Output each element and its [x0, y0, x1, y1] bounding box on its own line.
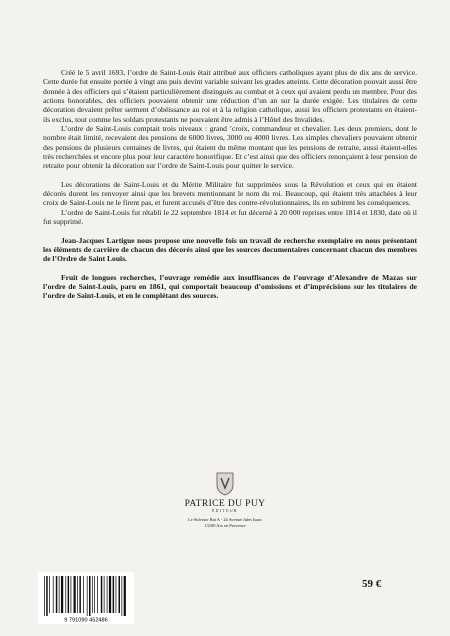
barcode-bar	[101, 576, 103, 613]
barcode-number: 9 791090 452486	[64, 617, 108, 624]
paragraph-history: Créé le 5 avril 1693, l’ordre de Saint-Louis était attribué aux officiers catholiques ayant plus de dix ans de service. Cette durée fut ensuite portée à vingt ans puis devint variable suivant les grades atteints. Cette décoration pouvait aussi être donnée à des officiers qui s’étaient particulièrement distingués au combat et à ceux qui avaient perdu un membre. Pour des actions honorables, des officiers pouvaient obtenir une réduction d’un an sur la durée exigée. Les titulaires de cette décoration devaient prêter serment d’obéissance au roi et à la religion catholique, aussi les officiers protestants en étaient-ils exclus, tout comme les soldats protestants ne pouvaient être admis à l’Hôtel des Invalides.	[43, 68, 417, 124]
publisher-block	[150, 471, 300, 529]
description-text	[43, 68, 417, 301]
barcode-bar	[121, 576, 122, 616]
publisher-subtitle: ÉDITEUR	[212, 509, 238, 513]
barcode-bar	[104, 576, 105, 613]
barcode-bar	[124, 576, 126, 616]
publisher-name: PATRICE DU PUY	[184, 499, 266, 509]
barcode-bar	[94, 576, 95, 613]
barcode-bar	[71, 576, 72, 613]
barcode-bar	[61, 576, 63, 613]
barcode-bar	[97, 576, 98, 613]
barcode	[38, 572, 134, 624]
barcode-bar	[74, 576, 76, 613]
barcode-bar	[116, 576, 117, 613]
paragraph-author: Jean-Jacques Lartigue nous propose une nouvelle fois un travail de recherche exemplaire en nous présentant les éléments de carrière de chacun des décorés ainsi que les sources documentaires concernant chacun des membres de l’Ordre de Saint Louis.	[43, 235, 417, 264]
barcode-bar	[59, 576, 60, 613]
barcode-bar	[113, 576, 115, 613]
paragraph-levels: L’ordre de Saint-Louis comptait trois niveaux : grand ’croix, commandeur et chevalier. Les deux premiers, dont le nombre était limité, recevaient des pensions de 6000 livres, 3000 ou 4000 livres. Les simples chevaliers pouvaient obtenir des pensions de plusieurs centaines de livres, qui étaient du même montant que les pensions de retraite, aussi étaient-elles très recherchées et encore plus pour leur caractère honorifique. Et c’est ainsi que des officiers renonçaient à leur pension de retraite pour obtenir la décoration sur l’ordre de Saint-Louis pour quitter le service.	[43, 124, 417, 171]
publisher-address-line1: Le Sulvator Bat A - 24 Avenue Jules Isaac	[188, 517, 262, 522]
barcode-bar	[49, 576, 50, 613]
barcode-bar	[119, 576, 121, 613]
paragraph-revolution: Les décorations de Saint-Louis et du Mérite Militaire fut supprimées sous la Révolution et ceux qui en étaient décorés durent les renvoyer ainsi que les brevets mentionnant le nom du roi. Beaucoup, qui étaient très attachées à leur croix de Saint-Louis ne le firent pas, et furent accusés d’être des contre-révolutionnaires, ils en subirent les conséquences.	[43, 179, 417, 208]
barcode-bar	[46, 576, 48, 616]
barcode-bar	[77, 576, 78, 613]
barcode-bar	[44, 576, 45, 616]
paragraph-research: Fruit de longues recherches, l’ouvrage remédie aux insuffisances de l’ouvrage d’Alexandre de Mazas sur l’ordre de Saint-Louis, paru en 1861, qui comportait beaucoup d’omissions et d’imprécisions sur les titulaires de l’ordre de Saint-Louis, et en le complétant des sources.	[43, 272, 417, 301]
barcode-bar	[79, 576, 81, 613]
barcode-bar	[53, 576, 54, 613]
barcode-bar	[92, 576, 93, 613]
barcode-bar	[68, 576, 70, 613]
barcode-bar	[109, 576, 111, 613]
publisher-logo-icon	[214, 471, 236, 497]
barcode-bar	[89, 576, 91, 616]
barcode-bar	[56, 576, 58, 613]
barcode-bar	[87, 576, 88, 616]
barcode-bar	[107, 576, 108, 613]
barcode-bar	[65, 576, 66, 613]
paragraph-restoration: L’ordre de Saint-Louis fut rétabli le 22 septembre 1814 et fut décerné à 20 000 reprises entre 1814 et 1830, date où il fut supprimé.	[43, 207, 417, 227]
barcode-bar	[83, 576, 84, 613]
price: 59 €	[362, 578, 382, 590]
publisher-address-line2: 13100 Aix en Provence	[204, 523, 246, 528]
